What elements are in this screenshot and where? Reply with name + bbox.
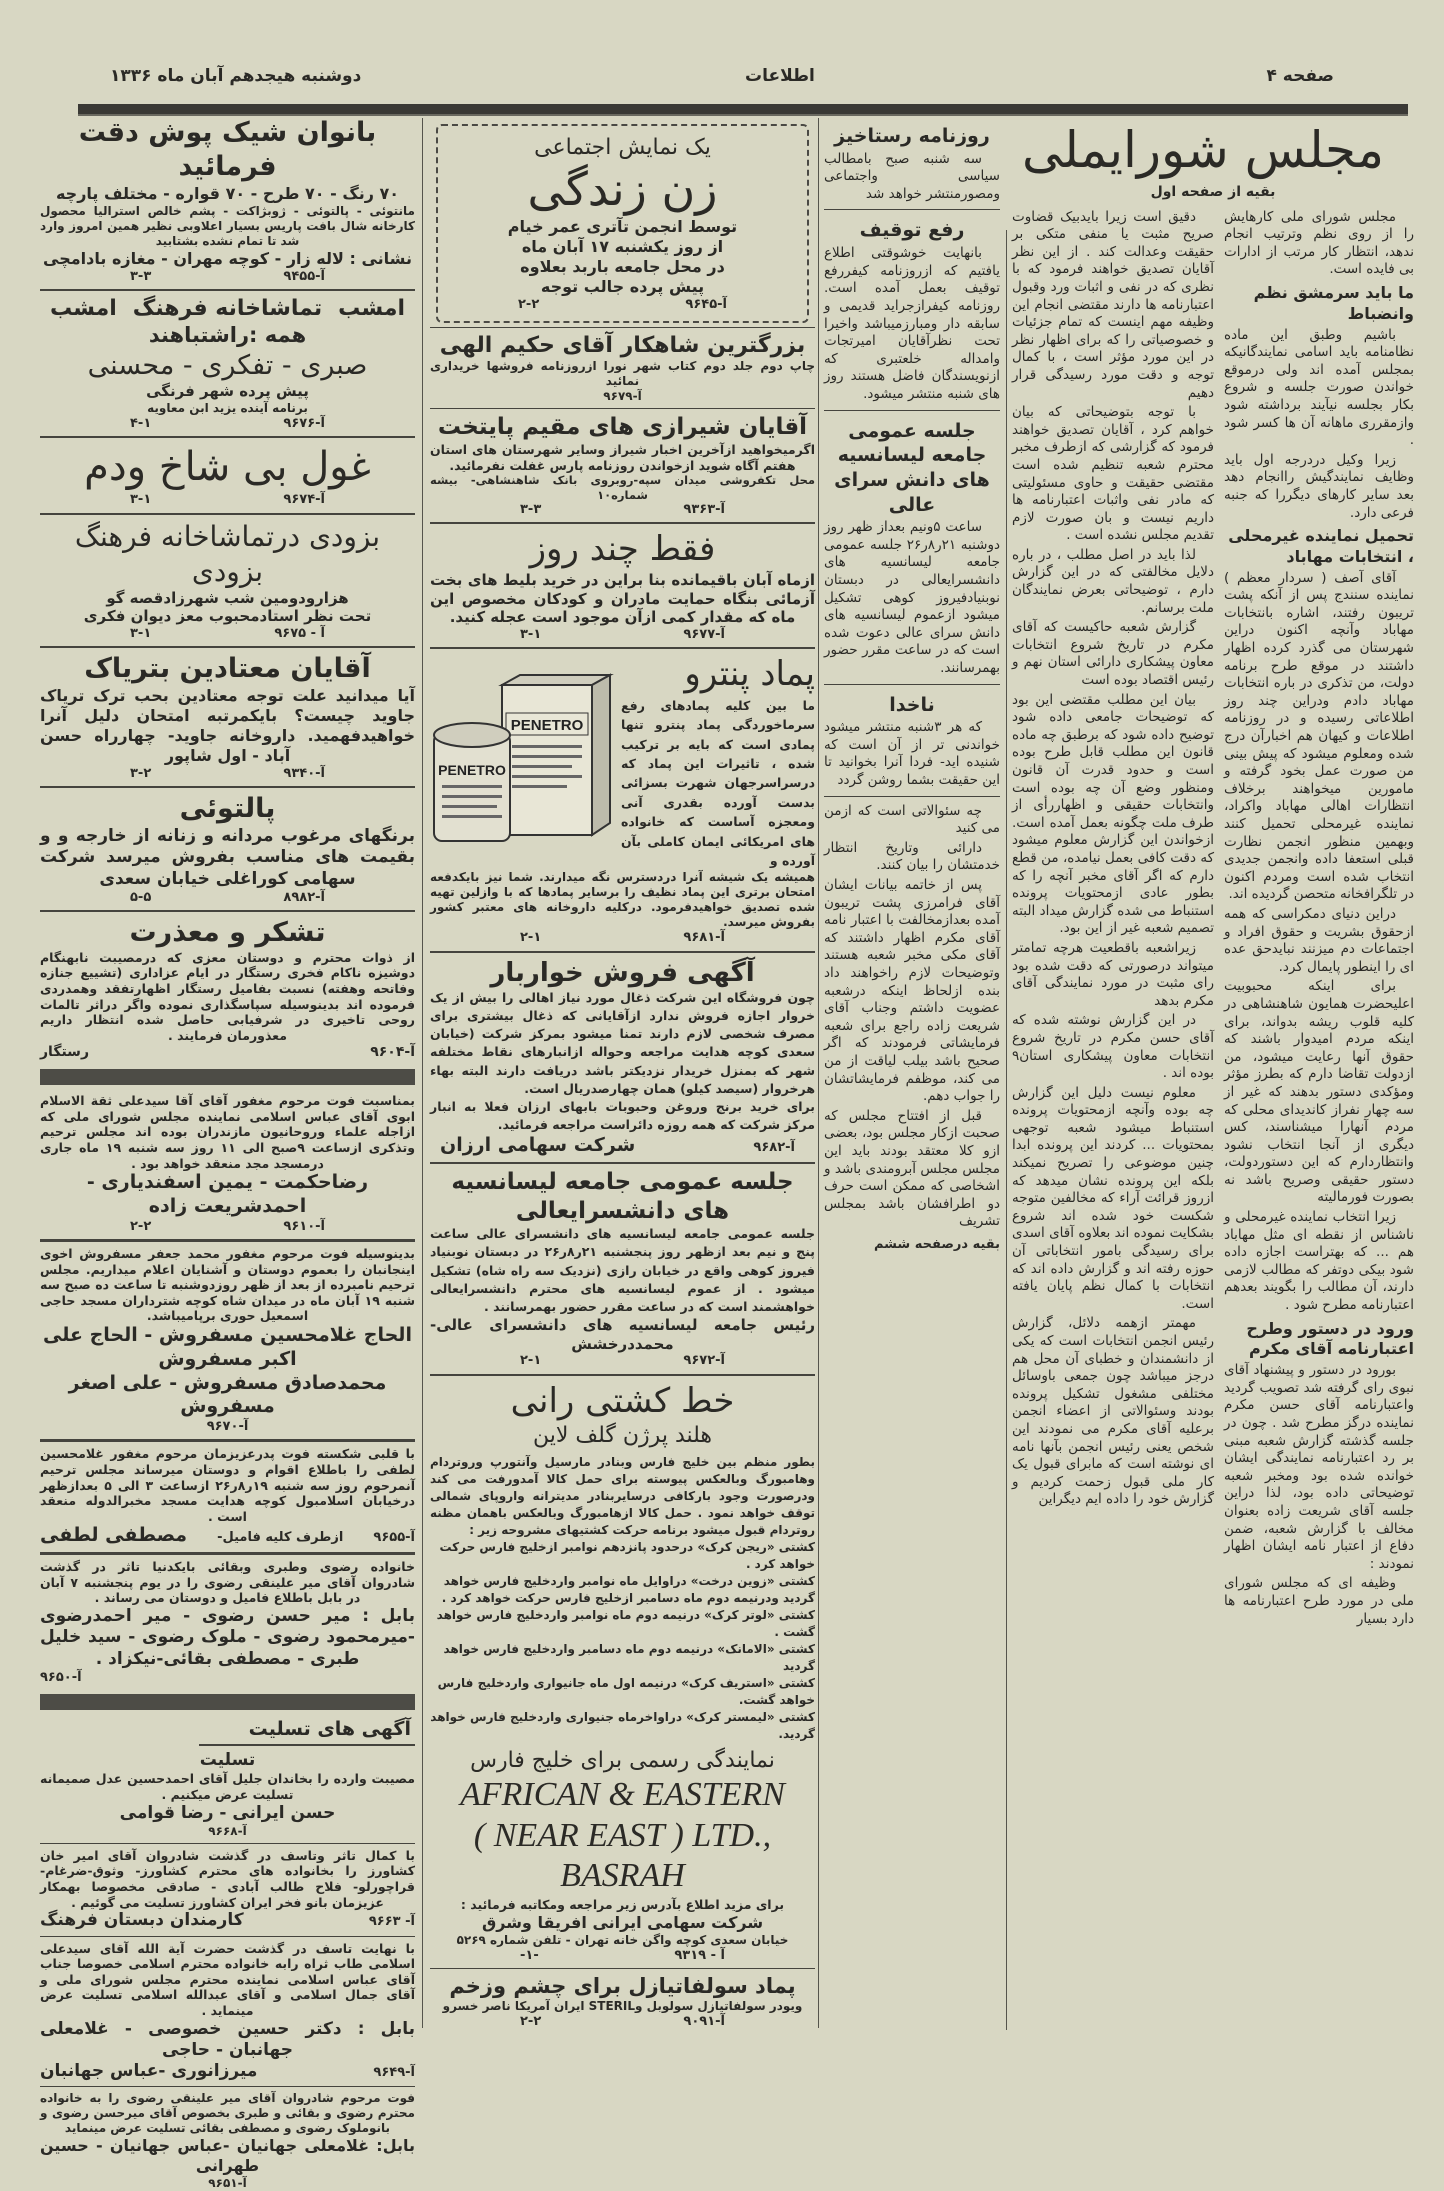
ship-schedule-item: کشتی «استریف کرک» درنیمه اول ماه جانیواری واردخلیج فارس خواهد گشت. (437, 1676, 815, 1708)
ad-text: آیا میدانید علت توجه معتادین بحب ترک تریاک جاوید چیست؟ بایکمرتبه امتحان دلیل آنرا خواهیدفهمید. داروخانه جاوید- چهارراه حسن آباد - اول شاپور (40, 686, 415, 765)
divider (430, 1374, 815, 1376)
article-continued-from: بقیه از صفحه اول (1150, 184, 1276, 200)
ad-title: تسلیت (199, 1750, 256, 1770)
column-divider (422, 118, 423, 2028)
news-item-text: که هر ۳شنبه منتشر میشود خواندنی تر از آن است که شنیده اید- فردا آنرا بخوانید تا این حقیقت بشما روشن گردد (824, 719, 1000, 789)
ad-text: توسط انجمن تآتری عمر خیام (507, 216, 738, 236)
ad-text: بطور منظم بین خلیج فارس وبنادر مارسیل وآنتورپ وروتردام وهامبورگ وبالعکس پیوسته برای حمل کالا آمدورفت می کند ودرصورت وجود بارکافی درسایربنادر مدیترانه واروپای شمالی توقف خواهد نمود . حمل کالا ازهامبورگ وبالعکس باهمان مظنه روتردام قبول میشود برنامه حرکت کشتیهای مشروحه زیر : (430, 1454, 815, 1537)
article (1012, 118, 1414, 1630)
ad-text: چاپ دوم جلد دوم کتاب شهر نورا ازروزنامه فروشها خریداری نمائید (430, 359, 815, 389)
article-paragraph: برای اینکه محبوبیت اعلیحضرت همایون شاهنشاهی در کلیه قلوب ریشه بدواند، برای اینکه مردم امیدوار باشند که حقوق آنها رعایت میشود، من ازدولت تقاضا دارم که بطرز مؤثر ومؤکدی دستور بدهند که غیر از سه چهار نفراز کاندیدای محلی که مردم آنهارا میشناسند، کس دیگری از آنجا انتخاب نشود وانتظاردارم که این دستوردولت، دستور حقیقی وصریح باشد نه بصورت فورمالیته (1224, 978, 1414, 1206)
article-column-right (1224, 209, 1414, 1631)
ad-code: ۳-۱ آ-۹۶۷۴ (130, 492, 325, 508)
ad-code: ۳-۳ آ-۹۳۶۳ (520, 502, 725, 518)
ad-code: -۱- آ - ۹۳۱۹ (520, 1947, 725, 1963)
ship-schedule-item: کشتی «الامانک» درنیمه دوم ماه دسامبر واردخلیج فارس خواهد گردید (443, 1642, 815, 1674)
ad-signature: بابل : دکتر حسین خصوصی - غلامعلی جهانبان - حاجی (40, 2018, 415, 2060)
ad-text: هزارودومین شب شهرزادقصه گو (106, 588, 349, 607)
ad-text: امشب (50, 295, 117, 321)
condolence-section-header: آگهی های تسلیت (199, 1718, 415, 1746)
ad-text: در محل جامعه باربد بعلاوه (520, 256, 725, 276)
divider (40, 1552, 415, 1555)
divider (430, 1968, 815, 1969)
ad-title: بانوان شیک پوش دقت فرمائید (78, 117, 377, 182)
ad-title: پالتوئی (179, 793, 276, 825)
ad-text: صبری - تفکری - محسنی (87, 349, 368, 381)
news-item (824, 122, 1000, 210)
continued-note: بقیه درصفحه ششم (873, 1236, 1000, 1252)
news-paragraph: پس از خاتمه بیانات ایشان آقای فرامرزی پشت تریبون آمده بعدازمخالفت با اعتبار نامه آقای مکرم اظهار داشتند که آقای مکی مخبر شعبه هستند وتوضیحات لازم راخواهند داد بنده ازلحاظ اینکه درشعبه عضویت داشتم وجناب آقای شریعت زاده راجع برای شعبه فرمایشاتی فرمودند که اگر صحیح باشد بیلب لیاقت از من می کند، موظفم فرمایشاتشان را جواب دهم. (824, 877, 1000, 1105)
ad-code: آ-۹۶۵۱ (208, 2176, 247, 2191)
ad-code: ۳-۱ آ - ۹۶۷۵ (130, 626, 325, 641)
article-paragraph: در این گزارش نوشته شده که آقای حسن مکرم در تاریخ شروع انتخابات معاون پیشکاری استان۹ بوده اند . (1012, 1012, 1214, 1082)
ad-text: برای خرید برنج وروغن وحبوبات بابهای ارزان فعلا به انبار مرکز شرکت که همه روزه دائراست مراجعه فرمائید. (430, 1098, 815, 1132)
column-divider (1006, 230, 1007, 2030)
ad-text: با کمال تاثر وتاسف در گذشت شادروان آقای امیر خان کشاورز را بخانواده های محترم کشاورز- وثوق-ضرغام- قراچورلو- فلاح طالب آبادی - صادقی مخصوصا بهمکار عزیزمان بانو فخر ایران کشاورز تسلیت می گوئیم . (40, 1847, 415, 1910)
ship-schedule-item: کشتی «ریجن کرک» درحدود پانزدهم نوامبر ازخلیج فارس حرکت خواهد کرد . (439, 1539, 815, 1571)
ad-title: آقایان شیرازی های مقیم پایتخت (437, 414, 808, 441)
news-item-title: ناخدا (889, 693, 935, 716)
ad-signature: حسن ایرانی - رضا قوامی (119, 1802, 336, 1823)
ad-memorial-eslami (40, 1093, 415, 1235)
divider (40, 646, 415, 648)
ad-memorial-mesfurush (40, 1246, 415, 1435)
ad-text: با نهایت تاسف در گذشت حضرت آیة الله آقای سیدعلی اسلامی طاب ثراه رابه خانواده محترم اسلامی خصوصا جناب آقای عباس اسلامی نماینده محترم مجلس شورای ملی و آقای جمال اسلامی و آقای عبدالله اسلامی تسلیت عرض مینماید . (40, 1940, 415, 2018)
article-paragraph: بورود در دستور و پیشنهاد آقای نبوی رای گرفته شد تصویب گردید واعتبارنامه آقای حسن مکرم نماینده درگز مطرح شد . چون در جلسه گذشته گزارش شعبه مبنی بر رد اعتبارنامه نمایندگی ایشان خوانده شده بود ومخبر شعبه توضیحاتی داده بود، لذا دراین جلسه آقای شریعت زاده بعنوان مخالف با گزارش شعبه، ضمن دفاع از اعتبار نامه ایشان اظهار نمودند : (1224, 1362, 1414, 1572)
ad-text: همیشه یک شیشه آنرا دردسترس نگه میدارند. شما نیز بایکدفعه امتحان برتری این پماد نظیف را برسایر پمادها که با وازلین تهیه شده تصدیق خواهیدفرمود. درکلیه داروخانه های معتبر کشور بفروش میرسد. (430, 870, 815, 930)
masthead-rule (78, 104, 1408, 116)
ad-agent: نمایندگی رسمی برای خلیج فارس (470, 1748, 775, 1774)
ad-text: جلسه عمومی جامعه لیسانسیه های دانشسرای عالی ساعت پنج و نیم بعد ازظهر روز پنجشنبه ۲۱ر۸ر۲۶ در دبستان نوبنیاد فیروز کوهی واقع در خیابان رازی (نزدیک سه راه شاه) تشکیل میشود . از عموم لیسانسیه های محترم دانشسرایعالی خواهشمند است که در ساعت مقرر حضور بهمرسانند . (430, 1226, 815, 1314)
ad-code: ۴-۱ آ-۹۶۷۶ (130, 416, 325, 431)
ad-text: بدینوسیله فوت مرحوم مغفور محمد جعفر مسفروش اخوی اینجانبان را بعموم دوستان و آشنایان اعلام میداریم. مجلس ترحیم نامبرده از بعد از ظهر روزدوشنبه تا ساعت ده صبح سه شنبه ۱۹ آبان ماه در میدان شاه کوچه شترداران مسجد حاجی اسمعیل حوری برپامیباشد. (40, 1245, 415, 1324)
article-paragraph: لذا باید در اصل مطلب ، در باره دلایل مخالفتی که در این گزارش دارم ، توضیحاتی بعرض نمایندگان ملت برسانم. (1012, 546, 1214, 616)
article-paragraph: معلوم نیست دلیل این گزارش چه بوده وآنچه ازمحتویات پرونده استنباط میشود شعبه توجهی بمحتویات ... کردند این پرونده ابدا چنین موضوعی را تصریح نمیکند بلکه این پرونده نشان میدهد که ازروز قرائت آراء که مخالفین متوجه شکست خود شده اند شروع بشکایت نموده اند بعلاوه آقای اسدی برای رسیدگی بامور انتخاباتی آن حوزه رفته اند و گزارش داده اند که انتخابات با کمال نظم پایان یافته است. (1012, 1084, 1214, 1312)
divider (430, 327, 815, 328)
ad-title: جلسه عمومی جامعه لیسانسیه های دانشسرایعالی (451, 1168, 794, 1224)
penetro-jar-label: PENETRO (438, 762, 506, 779)
ad-subtitle: هلند پرژن گلف لاین (532, 1423, 713, 1449)
ad-address: خیابان سعدی کوچه واگن خانه تهران - تلفن شماره ۵۲۶۹ (456, 1932, 789, 1947)
divider (40, 289, 415, 291)
ad-text: برای مزید اطلاع بآدرس زیر مراجعه ومکاتبه فرمائید : (460, 1897, 785, 1913)
ad-code: آ-۹۶۵۵ (373, 1530, 415, 1546)
ad-title: پماد سولفاتیازل برای چشم وزخم (449, 1973, 796, 1998)
ad-signature: رضاحکمت - یمین اسفندیاری - احمدشریعت زاده (86, 1171, 369, 1217)
ad-code: ۳-۲ آ-۹۳۴۰ (130, 766, 325, 781)
divider-bar (40, 1694, 415, 1710)
article-paragraph: آقای آصف ( سردار معظم ) نماینده سنندج پس از آنکه پشت تریبون رفتند، اشاره بانتخابات مهاباد وآنچه اکنون دراین شهرستان می گذرد کرده اظهار داشتند در موقع طرح برنامه دولت، من تذکری در باره انتخابات مهاباد دادم ودراین چند روز اطلاعاتی رسیده و در روزنامه اطلاعات و کیهان هم اخبارآن درج شده ومعلوم میشود که پیش بینی من صورت عمل بخود گرفته و مامورین میخواهند برخلاف انتظارات اهالی مهاباد واکراد، نماینده غیرمحلی تحمیل کنند وبهمین منظور انجمن نظارت قبلی استعفا داده وانجمن جدیدی انتخاب شده است ومردم اکنون در تلگرافخانه متحصن گردیده اند. (1224, 569, 1414, 903)
article-paragraph: زیرا انتخاب نماینده غیرمحلی و ناشناس از نقطه ای مثل مهاباد هم ... که بهتراست اجازه داده شود بیکی دوتفر که مطالب لازمی دارند، آن مطالب را بگویند بعدهم اعتبارنامه مطرح شود . (1224, 1209, 1414, 1314)
ad-text: مصیبت وارده را بخاندان جلیل آقای احمدحسین عدل صمیمانه تسلیت عرض میکنیم . (40, 1771, 415, 1802)
article-paragraph: وظیفه ای که مجلس شورای ملی در مورد طرح اعتبارنامه ها دارد بسیار (1224, 1575, 1414, 1627)
news-item-text: ساعت ۵ونیم بعداز ظهر روز دوشنبه ۲۱ر۸ر۲۶ جلسه عمومی جامعه لیسانسیه های دانشسرایعالی در دبستان نوبنیادفیروز کوهی تشکیل میشود ازعموم لیسانسیه های دانش سرای عالی دعوت شده است که در ساعت مقرر حضور بهمرسانند. (824, 519, 1000, 676)
ad-memorial-razavi (40, 1559, 415, 1686)
ad-signature: کارمندان دبستان فرهنگ (40, 1910, 244, 1931)
ad-signature: بابل: غلامعلی جهانیان -عباس جهانیان - حسین طهرانی (40, 2136, 415, 2176)
ship-schedule (430, 1539, 815, 1743)
page-number: صفحه ۴ (1266, 66, 1334, 86)
news-item-text: بانهایت خوشوقتی اطلاع یافتیم که ازروزنامه کیفررفع توقیف بعمل آمده است. روزنامه کیفرازجراید قدیمی و سابقه دار ومبارزمیباشد واخیرا تحت نظرآقایان امیرتجات وامداله خلعتبری که ازنویسندگان فاضل هستند روز های شنبه منتشر میشود. (824, 245, 1000, 402)
ad-text: ۷۰ رنگ - ۷۰ طرح - ۷۰ قواره - مختلف پارچه (55, 183, 400, 203)
article-headline: مجلس شورایملی (1021, 121, 1385, 179)
ad-code: آ-۹۶۷۰ (206, 1419, 249, 1434)
ad-ghoul (40, 442, 415, 508)
ad-text: پیش پرده شهر فرنگی (146, 382, 309, 401)
divider (40, 513, 415, 515)
article-subheading: ما باید سرمشق نظم وانضباط (1253, 282, 1414, 323)
article-paragraph: با توجه بتوضیحاتی که بیان خواهم کرد ، آقایان تصدیق خواهند فرمود که گزارشی که ازطرف مخبر محترم شعبه تنظیم شده است مقتضی حقیقت و حاوی مسئولیتی که مادر نفی واثبات اعتبارنامه ها داریم نیست و بان صورت لازم تقدیم مجلس نشده است . (1012, 404, 1214, 544)
article-paragraph: مهمتر ازهمه دلائل، گزارش رئیس انجمن انتخابات است که یکی از دانشمندان و خطبای آن محل هم درجز میباشد چون جمعی باوسائل مختلفی مشغول تشکیل پرونده بودند وسئوالاتی از اعضاء انجمن برعلیه آقای مکرم می نمودند این شخص یعنی رئیس انجمن بآنها نامه ای نوشته است که مابرای قبول یک کار ملی قبول زحمت کردیم و گزارش خود را داده ایم دیگراین (1012, 1315, 1214, 1508)
ad-title: تشکر و معذرت (129, 917, 326, 948)
news-item-title: روزنامه رستاخیز (834, 125, 990, 147)
ad-title: فقط چند روز (529, 529, 716, 570)
article-subheading: ورود در دستور وطرح اعتبارنامه آقای مکرم (1246, 1318, 1414, 1359)
ad-text: چون فروشگاه این شرکت ذغال مورد نیاز اهالی را بیش از یک خروار اجازه فروش ندارد ازآقایانی که ذغال بیشتری برای مصرف شخصی لازم دارند تمنا میشود بمرکز شرکت (خیابان سعدی کوچه هدایت مراجعه وحواله ازانبارهای نقاط مختلفه شهر که بمنزل خریدار نزدیکتر باشد دریافت دارند البته بهاء هرخروار (سیصد کیلو) همان چهارصدریال است. (430, 990, 815, 1096)
ad-code: ۲-۱ آ-۹۶۷۲ (520, 1353, 725, 1369)
condolence-eslami (40, 1941, 415, 2083)
ad-text: تماشاخانه فرهنگ (132, 295, 323, 321)
ad-opium-addicts (40, 652, 415, 782)
condolence-adl (40, 1750, 415, 1839)
news-item-title: رفع توقیف (859, 219, 965, 242)
divider (40, 786, 415, 788)
ad-signature: الحاج غلامحسین مسفروش - الحاج علی اکبر مسفروش (43, 1324, 412, 1370)
ad-text: فوت مرحوم شادروان آقای میر علینقی رضوی را به خانواده محترم رضوی و بقائی و طبری بخصوص آقای میرحسن رضوی و بانوملوک رضوی و مصطفی بقائی تسلیت عرض مینماید (40, 2091, 415, 2136)
news-item-text: سه شنبه صبح بامطالب سیاسی واجتماعی ومصورمنتشر خواهد شد (824, 150, 1000, 202)
ad-signature: شرکت سهامی ارزان (440, 1134, 636, 1157)
ad-signature: مصطفی لطفی (40, 1524, 188, 1547)
ad-penetro (430, 653, 815, 946)
ad-title: غول بی شاخ ودم (84, 444, 371, 491)
ad-code: ۳-۳ آ-۹۴۵۵ (130, 268, 325, 284)
ad-text: برنامه آینده یزید ابن معاویه (147, 401, 308, 415)
ad-address: محل تکفروشی میدان سپه-روبروی بانک شاهنشاهی- بیشه شماره۱۰ (430, 473, 815, 502)
ad-code: آ-۹۶۰۴ (370, 1043, 415, 1060)
divider (430, 1162, 815, 1164)
ad-code: ۳-۱ آ-۹۶۷۷ (520, 627, 725, 643)
ad-text: ازطرف کلیه فامیل- (217, 1530, 344, 1546)
ad-text: امشب (338, 295, 405, 321)
ad-text: تحت نظر استادمحبوب معز دیوان فکری (83, 607, 372, 626)
ad-text: پیش پرده جالب توجه (540, 276, 705, 296)
ad-text: مانتوئی - پالتوئی - ژوبژاکت - پشم خالص استرالیا محصول کارخانه شال بافت پاریس بسیار اعلاوبی نظیر همین امروز وارد شد تا تمام نشده بشتابید (40, 203, 415, 248)
issue-date: دوشنبه هیجدهم آبان ماه ۱۳۳۶ (110, 66, 362, 86)
divider (40, 2086, 415, 2087)
ad-title: خط کشتی رانی (510, 1380, 735, 1421)
ad-thanks-apology (40, 916, 415, 1061)
ad-coats (40, 792, 415, 906)
divider (430, 522, 815, 524)
penetro-text-block (621, 653, 815, 870)
divider-bar (40, 1069, 415, 1085)
ad-code: ۵-۵ آ-۸۹۸۲ (130, 889, 325, 905)
ad-code: آ-۹۶۸۲ (753, 1140, 795, 1156)
news-item (824, 691, 1000, 797)
ad-title: پماد پنترو (684, 654, 815, 695)
ad-code: آ-۹۶۴۹ (373, 2065, 415, 2081)
ad-text: اگرمیخواهید ازآخرین اخبار شیراز وسایر شهرستان های استان هفتم آگاه شوید ازخواندن روزنامه پارس غفلت نفرمائید. (430, 442, 815, 473)
news-item-title: جلسه عمومی جامعه لیسانسیه های دانش سرای عالی (834, 419, 990, 516)
ad-code: آ-۹۶۷۹ (603, 389, 642, 404)
divider (40, 1239, 415, 1242)
ad-text: ویودر سولفاتیازل سولوبل وSTERIL ایران آمریکا ناصر خسرو (442, 1999, 803, 2014)
article-columns (1012, 209, 1414, 1631)
ad-title: بزودی درتماشاخانه فرهنگ بزودی (74, 519, 381, 588)
ad-title: آگهی فروش خواربار (490, 957, 755, 988)
divider (40, 1936, 415, 1937)
agent-name-line1: AFRICAN & EASTERN (460, 1775, 785, 1813)
news-paragraph: دارائی وتاریخ انتظار خدمتشان را بیان کنند. (824, 839, 1000, 874)
ad-memorial-lotfi (40, 1446, 415, 1548)
divider (40, 910, 415, 912)
ad-shipping-line (430, 1380, 815, 1964)
ad-text: همه :راشتباهند (148, 323, 307, 348)
ad-graduates-meeting (430, 1168, 815, 1370)
ad-title: آقایان معتادین بتریاک (84, 653, 371, 685)
news-paragraph: چه سئوالاتی است که ازمن می کنید (824, 802, 1000, 837)
ad-signature: محمدصادق مسفروش - علی اصغر مسفروش (68, 1371, 387, 1418)
article-paragraph: مجلس شورای ملی کارهایش را از روی نظم وترتیب انجام ندهد، انتظار کار مرتب از ادارات بی فایده است. (1224, 208, 1414, 278)
ad-text: از روز یکشنبه ۱۷ آبان ماه (521, 236, 724, 256)
ad-groceries-sale (430, 957, 815, 1158)
ad-text: ازماه آبان باقیمانده بنا براین در خرید بلیط های بخت آزمائی بنگاه حمایت مادران و کودکان مخصوص این ماه که مقدار کمی ازآن موجود است عجله کنید. (430, 570, 815, 627)
middle-column (430, 124, 815, 2030)
article-paragraph: زیراشعبه باقطعیت هرچه تمامتر میتواند درصورتی که دقت شده بود رای مثبت در مورد نمایندگی آقای مکرم بدهد (1012, 939, 1214, 1009)
ad-code: ۲-۱ آ-۹۶۸۱ (520, 930, 725, 946)
ad-zan-zendegi (436, 124, 809, 323)
newspaper-name: اطلاعات (745, 66, 815, 86)
ad-title: زن زندگی (527, 161, 718, 216)
ad-text: از ذوات محترم و دوستان معزی که درمصیبت نابهنگام دوشیزه ناکام فخری رستگار در ایام عزاداری (تشییع جنازه وفاتحه وهفته) نسبت بفامیل رستگار اظهارتفقد وهمدردی فرموده اند بدینوسیله سپاسگذاری نموده واگر دراثر تالمات روحی تاخیری در شرفیابی حاصل شده انتظار داریم معذورمان فرمایند . (40, 949, 415, 1043)
article-subheading: تحمیل نماینده غیرمحلی ، انتخابات مهاباد (1228, 526, 1414, 566)
ad-text: بمناسبت فوت مرحوم مغفور آقای آقا سیدعلی ثقة الاسلام ابوی آقای عباس اسلامی نماینده مجلس شورای ملی که ازاجله علماء وروحانیون مازندران بوده اند مجلس ترحیم وتذکری ازساعت ۹صبح الی ۱۱ روز سه شنبه ۱۹ ماه جاری درمسجد مجد منعقد خواهد بود . (40, 1093, 415, 1171)
article-paragraph: دراین دنیای دمکراسی که همه ازحقوق بشریت و حقوق افراد و اجتماعات دم میزنند نبایدحق عده ای را اینطور پایمال کرد. (1224, 905, 1414, 975)
column-divider (818, 118, 819, 2028)
news-paragraph: قبل از افتتاح مجلس که صحبت ازکار مجلس بود، بعضی ازو کلا معتقد بودند باید این مجلس مجلس آبرومندی باشد و اشخاصی که ممکن است حرف دو اطرافشان باشد بمجلس تشریف (824, 1107, 1000, 1230)
divider (40, 436, 415, 438)
ad-text: برنگهای مرغوب مردانه و زنانه از خارجه و و بقیمت های مناسب بفروش میرسد شرکت سهامی کوراغلی خیابان سعدی (40, 826, 415, 889)
ad-signature: رئیس جامعه لیسانسیه های دانشسرای عالی-محمددرخشش (430, 1315, 815, 1353)
penetro-product-illustration (430, 673, 615, 848)
divider (430, 408, 815, 409)
ad-code: ۲-۲ آ-۹۰۹۱ (520, 2014, 725, 2030)
news-item (824, 216, 1000, 410)
divider (40, 1439, 415, 1442)
divider (430, 647, 815, 649)
ad-code: آ- ۹۶۶۳ (368, 1914, 415, 1930)
article-paragraph: باشیم وطبق این ماده نظامنامه باید اسامی نمایندگانیکه بمجلس آمده اند ولی درموقع خواندن صورت جلسه و شروع بکار بجلسه نیآیند برداشته شود وازمقرری ماهانه آن ها کسر شود . (1224, 326, 1414, 449)
ad-title: بزرگترین شاهکار آقای حکیم الهی (439, 332, 806, 358)
article-paragraph: زیرا وکیل دردرجه اول باید وظایف نمایندگیش راانجام دهد بعد سایر کارهای دیگررا که جنبه فرعی دارد. (1224, 451, 1414, 521)
ad-shirazis (430, 413, 815, 518)
ad-sulfathiazole (430, 1973, 815, 2031)
ad-address: نشانی : لاله زار - کوچه مهران - مغازه بادامچی (43, 248, 412, 268)
ad-code: آ-۹۶۶۸ (208, 1823, 247, 1838)
ad-chic-ladies (40, 116, 415, 285)
ad-company: شرکت سهامی ایرانی افریقا وشرق (481, 1912, 764, 1932)
article-paragraph: گزارش شعبه حاکیست که آقای مکرم در تاریخ شروع انتخابات معاون پیشکاری دارائی استان نهم و رئیس اقتصاد بوده است (1012, 619, 1214, 689)
ad-code: آ-۹۶۵۰ (40, 1669, 82, 1685)
ad-text: خانواده رضوی وطبری وبقائی بایکدنیا تاثر در گذشت شادروان آقای میر علینقی رضوی را در یوم پنجشنبه ۷ آبان در بابل باطلاع فامیل و دوستان می رساند . (40, 1559, 415, 1606)
ad-hakim-elahi (430, 332, 815, 405)
left-column (40, 116, 415, 2191)
ad-few-days-only (430, 528, 815, 643)
ad-code: ۲-۲ آ-۹۶۱۰ (130, 1218, 325, 1234)
penetro-box-label: PENETRO (510, 717, 584, 735)
ad-coming-soon (40, 519, 415, 643)
ad-kicker: یک نمایش اجتماعی (534, 135, 711, 160)
news-column (824, 122, 1000, 1256)
ad-text: با قلبی شکسته فوت پدرعزیزمان مرحوم مغفور غلامحسین لطفی را باطلاع اقوام و دوستان میرساند مجلس ترحیم آنمرحوم روز سه شنبه ۱۹ر۸ر۲۶ ازساعت ۳ الی ۵ بعدازظهر درخیابان اسلامبول کوچه هدایت مسجد مخبرالدوله منعقد است . (40, 1446, 415, 1524)
article-column-left (1012, 209, 1214, 1511)
condolence-keshavarz (40, 1848, 415, 1932)
condolence-razavi (40, 2091, 415, 2191)
ship-schedule-item: کشتی «لوتر کرک» درنیمه دوم ماه نوامبر واردخلیج فارس خواهد گشت . (436, 1607, 815, 1639)
agent-city: BASRAH (560, 1857, 685, 1895)
divider (40, 1843, 415, 1844)
ad-signature: میرزانوری -عباس جهانبان (40, 2061, 258, 2082)
ship-schedule-item: کشتی «لیمستر کرک» دراواخرماه جنیواری واردخلیج فارس خواهد گردید. (430, 1710, 815, 1742)
article-paragraph: بیان این مطلب مقتضی این بود که توضیحات جامعی داده شود توضیح داده شود که برطبق چه ماده قانون این مطلب قابل طرح بوده است و حدود قدرت آن قانون ومنظور وضع آن چه بوده است وانتخابات حقیقی و اظهاررأی از طرف ملت چگونه بعمل آمده است. ازخواندن این گزارش معلوم میشود که دقت کافی بعمل نیامده، من قطع دارم که اگر آقای مخبر آنچه را که بطور عادی ازمحتویات پرونده استنباط می شده گزارش میداد البته تصمیم شعبه غیر از این بود. (1012, 691, 1214, 937)
divider (430, 951, 815, 953)
ad-signature: رستگار (40, 1043, 89, 1060)
agent-name-line2: ( NEAR EAST ) LTD., (473, 1816, 772, 1854)
ship-schedule-item: کشتی «زوین درخت» دراوایل ماه نوامبر واردخلیج فارس خواهد گردید ودرنیمه دوم ماه دسامبر ازخلیج فارس حرکت خواهد کرد . (441, 1573, 815, 1605)
ad-text: ما بین کلیه پمادهای رفع سرماخوردگی پماد پنترو تنها پمادی است که بایه بر ترکیب شده ، تاثیرات این پماد که درسراسرجهان شهرت بسزائی بدست آورده بقدری آنی ومعجزه آساست که خانواده های امریکائی ایمان کاملی بآن آورده و (621, 697, 815, 868)
article-paragraph: دقیق است زیرا بایدبیک قضاوت صریح مثبت یا منفی متکی بر حقیقت وعدالت کند . از این نظر آقایان تصدیق خواهند فرمود که با نظری که در نفی و اثبات ورد وقبول اعتبارنامه ها دارند مقتضی انجام این وظیفه مهم اینست که تمام جزئیات و خصوصیاتی را که برای اظهار نظر در این مورد مؤثر است ، با کمال توجه و دقت مورد رسیدگی قرار دهیم (1012, 208, 1214, 401)
ad-farhang-theater (40, 295, 415, 433)
ad-code: ۲-۲ آ-۹۶۴۵ (518, 296, 727, 312)
ad-signature: بابل : میر حسن رضوی - میر احمدرضوی -میرمحمود رضوی - ملوک رضوی - سید خلیل طبری - مصطفی بقائی-نیکزاد . (40, 1606, 415, 1669)
news-item (824, 417, 1000, 685)
